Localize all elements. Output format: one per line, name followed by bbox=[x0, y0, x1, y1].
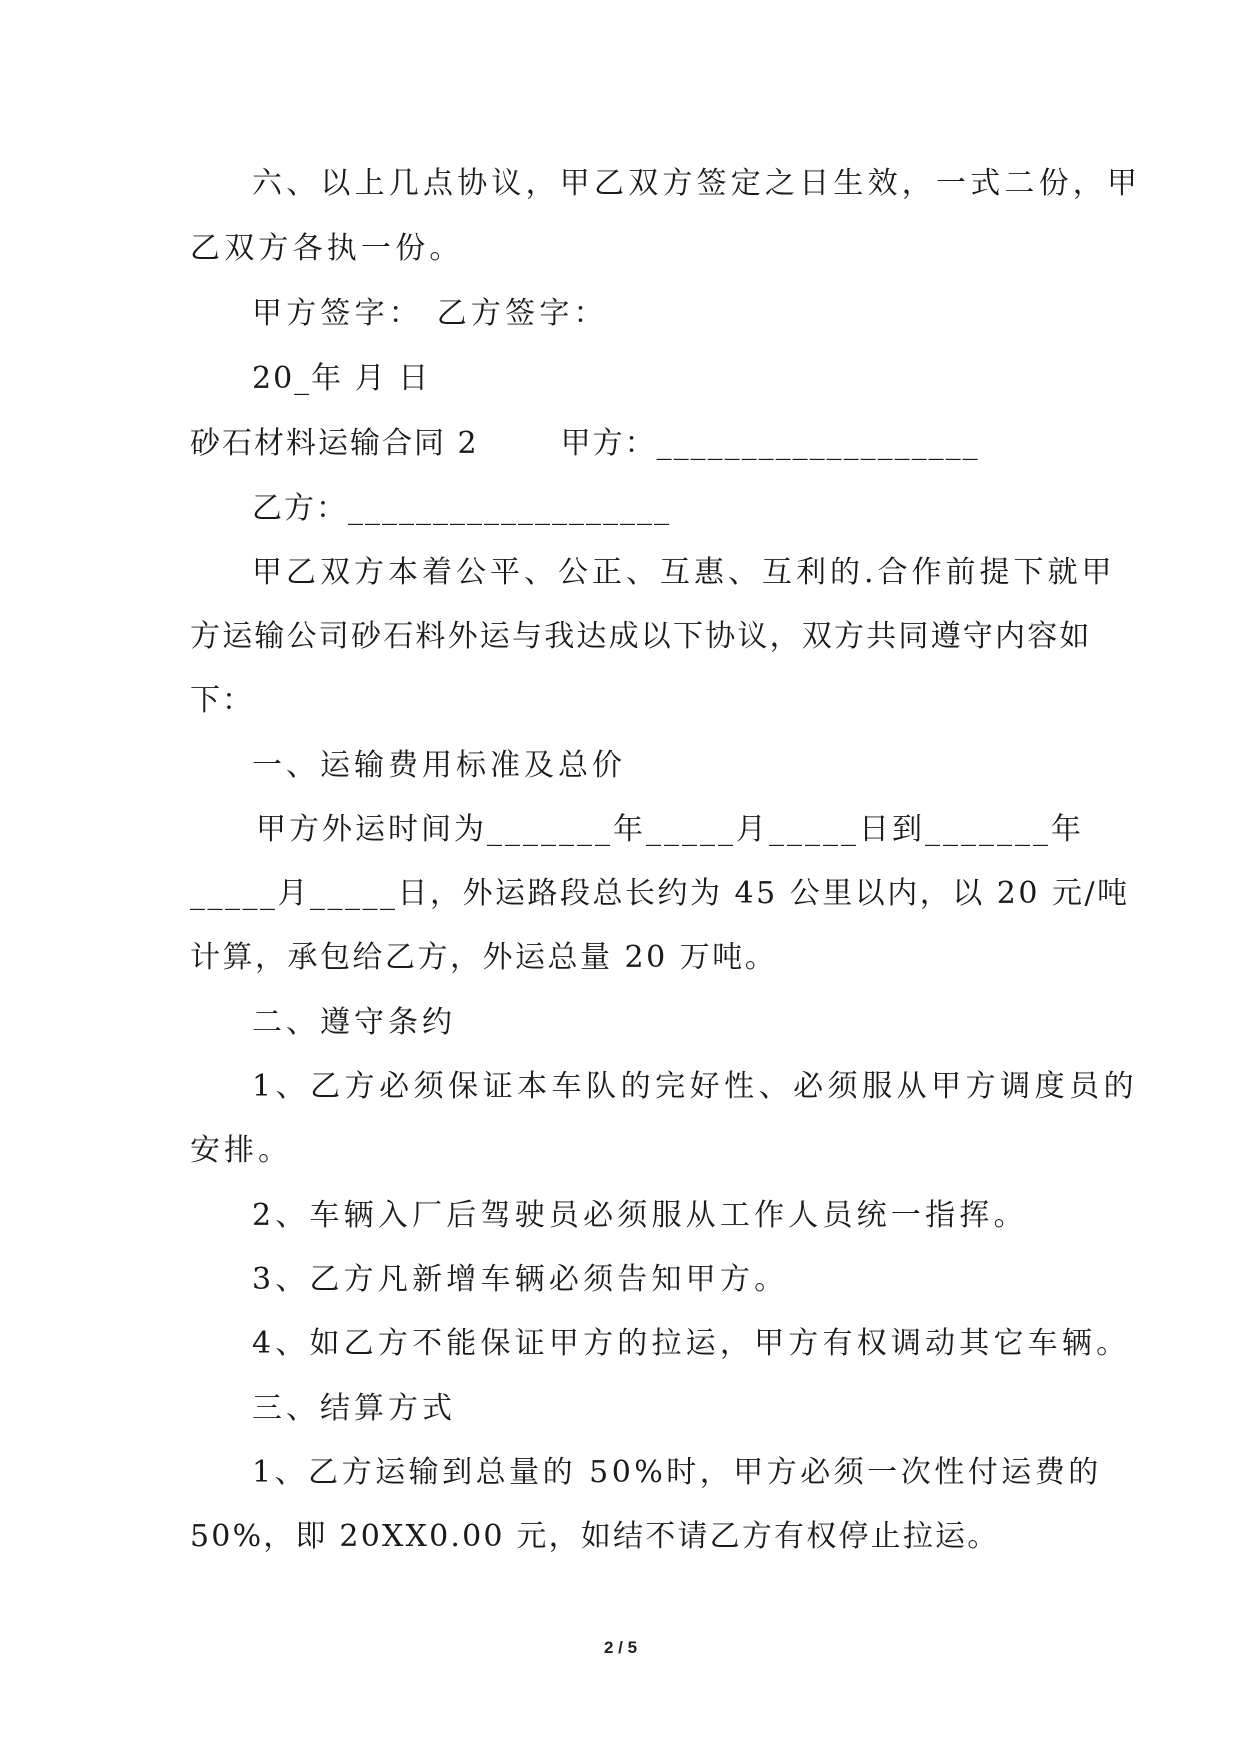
term-item-1-cont: 安排。 bbox=[190, 1133, 292, 1168]
contract-title: 砂石材料运输合同 2 bbox=[190, 426, 479, 461]
transport-volume-line: 计算，承包给乙方，外运总量 20 万吨。 bbox=[190, 940, 778, 975]
transport-period-line-cont: _____月_____日，外运路段总长约为 45 公里以内，以 20 元/吨 bbox=[190, 876, 1130, 911]
contract-title-line bbox=[190, 424, 980, 464]
page-number: 2 / 5 bbox=[603, 1638, 638, 1657]
settlement-item-1: 1、乙方运输到总量的 50%时，甲方必须一次性付运费的 bbox=[252, 1455, 1102, 1490]
paragraph-clause-six-cont: 乙双方各执一份。 bbox=[190, 231, 464, 266]
term-item-1: 1、乙方必须保证本车队的完好性、必须服从甲方调度员的 bbox=[252, 1069, 1139, 1104]
section-heading-fees: 一、运输费用标准及总价 bbox=[252, 748, 626, 783]
preamble-paragraph-end: 下： bbox=[190, 683, 254, 718]
section-heading-terms: 二、遵守条约 bbox=[252, 1005, 456, 1040]
term-item-4: 4、如乙方不能保证甲方的拉运，甲方有权调动其它车辆。 bbox=[252, 1326, 1131, 1361]
section-heading-settlement: 三、结算方式 bbox=[252, 1391, 456, 1426]
transport-period-line: 甲方外运时间为_______年_____月_____日到_______年 bbox=[256, 812, 1084, 847]
preamble-paragraph-cont: 方运输公司砂石料外运与我达成以下协议，双方共同遵守内容如 bbox=[190, 619, 1092, 654]
signature-line: 甲方签字： 乙方签字： bbox=[252, 296, 608, 331]
term-item-2: 2、车辆入厂后驾驶员必须服从工作人员统一指挥。 bbox=[252, 1198, 1028, 1233]
settlement-item-1-cont: 50%，即 20XX0.00 元，如结不请乙方有权停止拉运。 bbox=[190, 1519, 1000, 1554]
term-item-3: 3、乙方凡新增车辆必须告知甲方。 bbox=[252, 1262, 789, 1297]
date-line: 20_年 月 日 bbox=[252, 361, 431, 396]
party-b-field: 乙方：___________________ bbox=[252, 491, 671, 526]
paragraph-clause-six: 六、以上几点协议，甲乙双方签定之日生效，一式二份，甲 bbox=[252, 166, 1142, 201]
party-a-field: 甲方：___________________ bbox=[560, 426, 980, 461]
preamble-paragraph: 甲乙双方本着公平、公正、互惠、互利的.合作前提下就甲 bbox=[252, 555, 1116, 590]
